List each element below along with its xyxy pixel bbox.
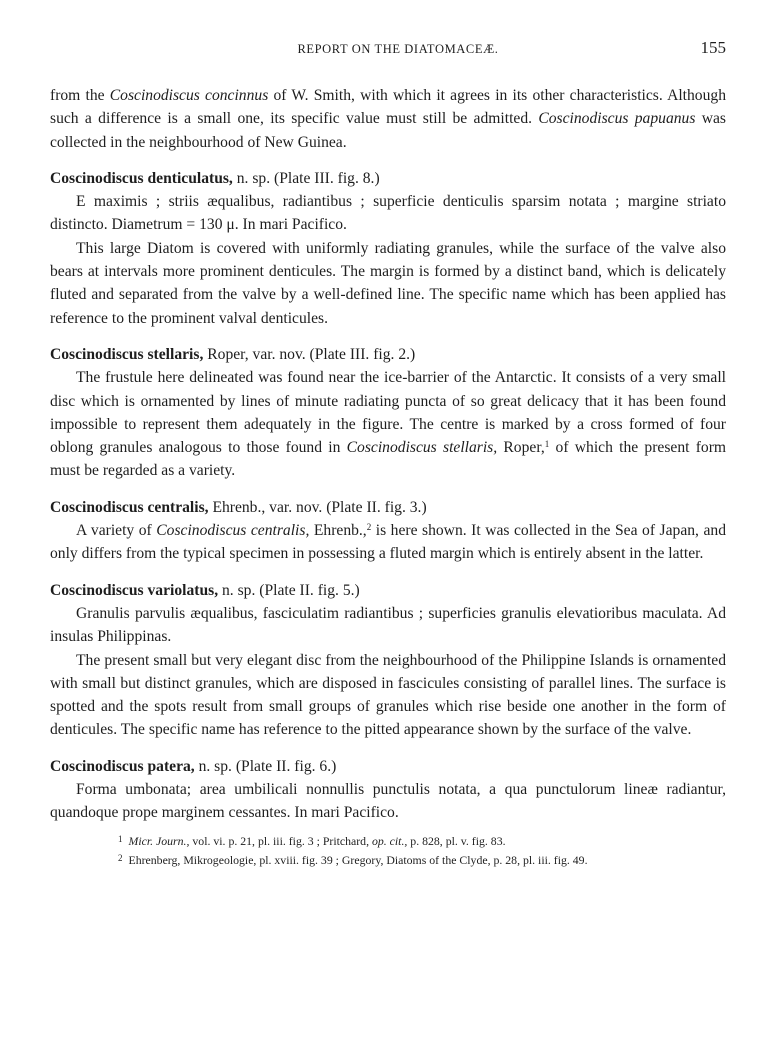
running-head: REPORT ON THE DIATOMACEÆ.	[297, 42, 499, 56]
species-name: Coscinodiscus denticulatus,	[50, 169, 233, 187]
species-heading-stellaris	[50, 343, 726, 366]
text-run: of W. Smith, with which it agrees in its other characteristics. Although such a difference is a small one, its specific value must still be admitted.	[50, 87, 726, 128]
text-run: Ehrenberg, Mikrogeologie, pl. xviii. fig. 39 ; Gregory, Diatoms of the Clyde, p. 28, pl. iii. fig. 49.	[128, 852, 588, 867]
latin-diagnosis: Granulis parvulis æqualibus, fasciculatim radiantibus ; superficies granulis elevatioribus maculata. Ad insulas Philippinas.	[50, 604, 726, 646]
species-plate-ref: Roper, var. nov. (Plate III. fig. 2.)	[203, 345, 416, 363]
text-run: The frustule here delineated was found near the ice-barrier of the Antarctic. It consists of a very small disc which is ornamented by lines of minute radiating puncta of so great delicacy that it has been found impossible to represent them adequately in the figure. The centre is marked by a cross formed of four oblong granules analogous to those found in	[50, 369, 726, 457]
text-run: from the	[50, 87, 110, 104]
taxon-name: Coscinodiscus stellaris,	[346, 439, 498, 457]
taxon-name: Coscinodiscus concinnus	[109, 87, 269, 104]
footnote	[118, 831, 726, 850]
page-number: 155	[700, 38, 726, 57]
species-name: Coscinodiscus centralis,	[50, 498, 209, 516]
species-plate-ref: n. sp. (Plate II. fig. 6.)	[194, 757, 337, 775]
taxon-name: Coscinodiscus centralis,	[156, 522, 310, 540]
description-paragraph: The present small but very elegant disc from the neighbourhood of the Philippine Islands is ornamented with small but distinct granules, which are disposed in fascicules consisting of parallel lines. The surface is spotted and the spots result from small groups of granules which rise beside one another in the form of denticules. The specific name has reference to the pitted appearance shown by the surface of the valve.	[50, 651, 726, 739]
latin-diagnosis: E maximis ; striis æqualibus, radiantibus ; superficie denticulis sparsim notata ; margine striato distincto. Diametrum = 130 μ. In mari Pacifico.	[50, 193, 726, 234]
text-run-italic: op. cit.,	[371, 833, 408, 848]
text-run: of which the present form must be regarded as a variety.	[50, 439, 727, 480]
intro-paragraph	[50, 84, 726, 154]
species-name: Coscinodiscus patera,	[50, 757, 195, 775]
footnote-ref: 1	[544, 439, 550, 450]
species-plate-ref: n. sp. (Plate III. fig. 8.)	[232, 169, 380, 187]
species-heading-centralis	[50, 496, 726, 519]
species-heading-patera	[50, 755, 726, 778]
species-name: Coscinodiscus stellaris,	[50, 345, 204, 363]
text-run: is here shown. It was collected in the Sea of Japan, and only differs from the typical specimen in possessing a fluted margin which is entirely absent in the latter.	[50, 522, 726, 563]
footnotes	[50, 831, 726, 869]
footnote-mark: 1	[118, 833, 123, 844]
taxon-name: Coscinodiscus papuanus	[538, 110, 696, 128]
species-plate-ref: n. sp. (Plate II. fig. 5.)	[218, 581, 360, 599]
body-text	[50, 84, 726, 869]
page-header	[50, 38, 726, 62]
species-plate-ref: Ehrenb., var. nov. (Plate II. fig. 3.)	[208, 498, 427, 516]
text-run: vol. vi. p. 21, pl. iii. fig. 3 ; Pritchard,	[189, 833, 372, 848]
footnote-mark: 2	[118, 852, 123, 863]
species-name: Coscinodiscus variolatus,	[50, 581, 219, 599]
text-run: Roper,	[497, 439, 545, 457]
text-run: p. 828, pl. v. fig. 83.	[407, 833, 506, 848]
description-paragraph: This large Diatom is covered with uniformly radiating granules, while the surface of the valve also bears at intervals more prominent denticules. The margin is formed by a distinct band, which is delicately fluted and separated from the valve by a well-defined line. The specific name which has been applied has reference to the prominent valval denticules.	[50, 239, 726, 327]
species-heading-denticulatus	[50, 167, 726, 190]
text-run: Ehrenb.,	[309, 522, 367, 540]
description-paragraph	[50, 519, 726, 566]
text-run: was collected in the neighbourhood of New Guinea.	[50, 110, 726, 151]
journal-title: Micr. Journ.,	[128, 833, 190, 848]
latin-diagnosis: Forma umbonata; area umbilicali nonnullis punctulis notata, a qua punctulorum lineæ radiantur, quandoque prope marginem cessantes. In mari Pacifico.	[50, 781, 726, 822]
footnote	[118, 850, 726, 869]
text-run: A variety of	[76, 522, 157, 540]
species-heading-variolatus	[50, 579, 726, 602]
description-paragraph	[50, 366, 726, 482]
footnote-ref: 2	[366, 522, 372, 533]
